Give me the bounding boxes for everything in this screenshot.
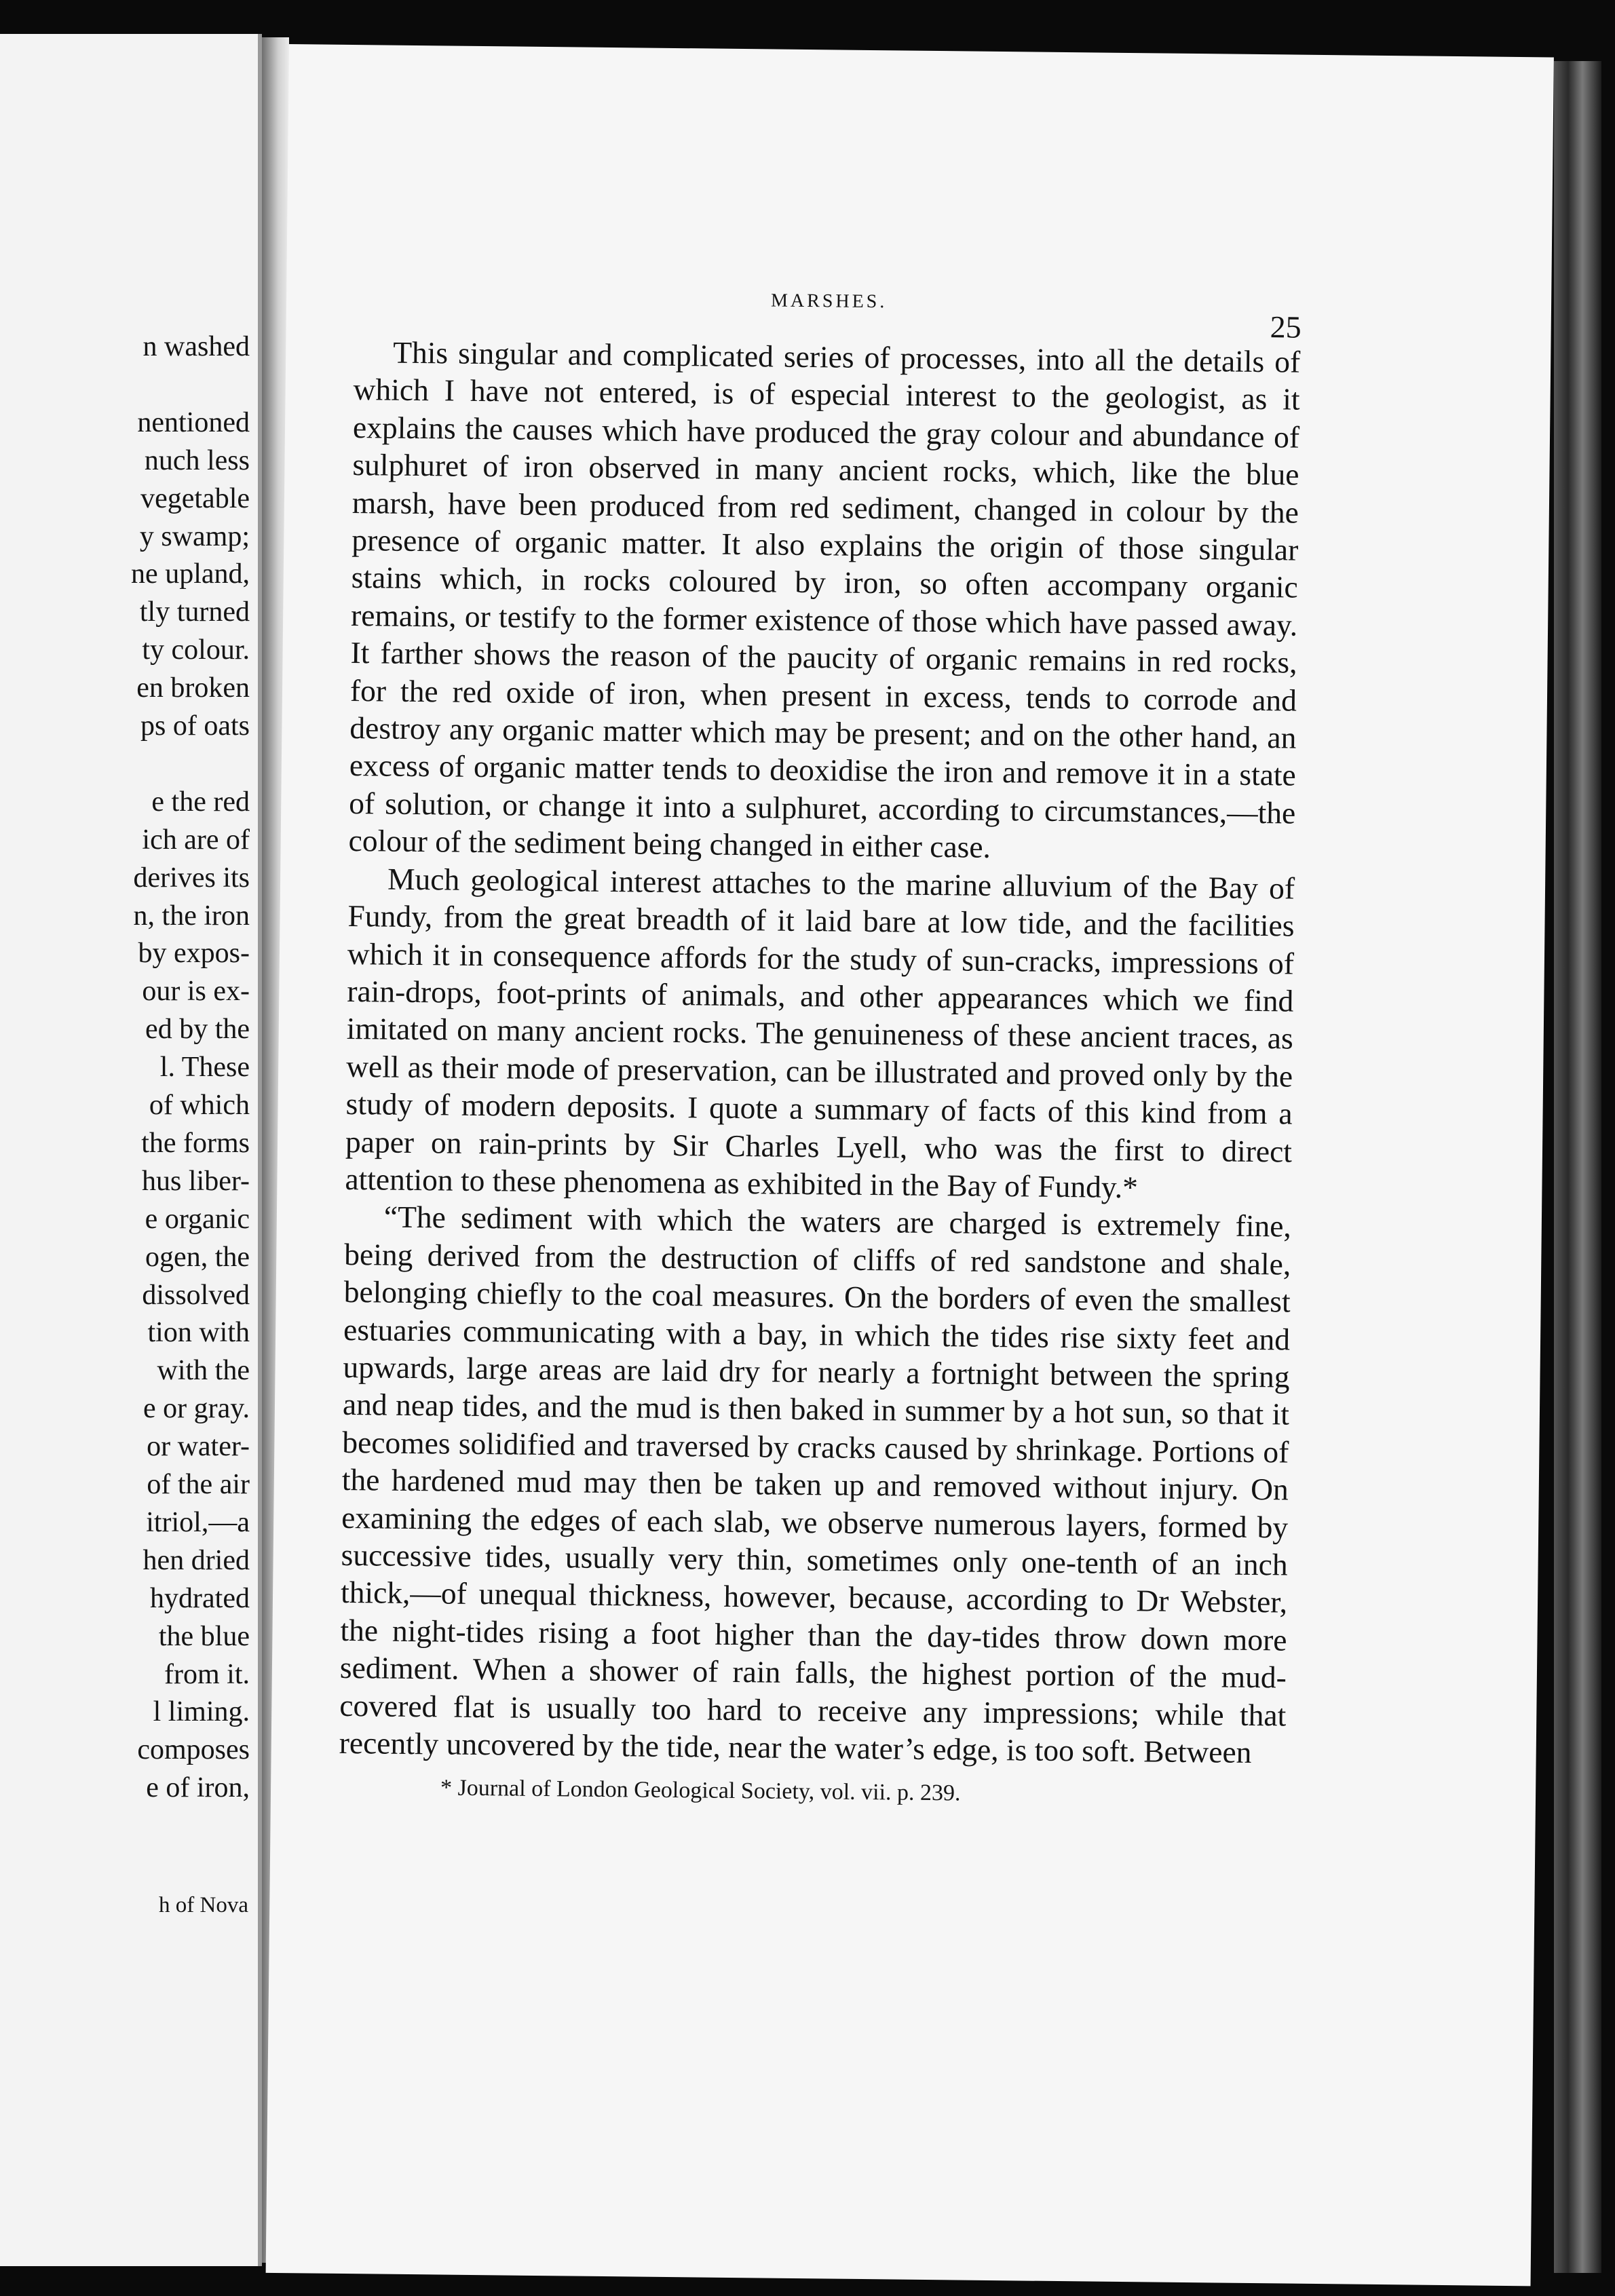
left-page-line: composes bbox=[137, 1734, 250, 1766]
left-page-line: itriol,—a bbox=[146, 1506, 250, 1538]
running-head: MARSHES. bbox=[770, 290, 888, 313]
left-page-line: hus liber- bbox=[142, 1165, 250, 1197]
left-page-line: from it. bbox=[164, 1658, 250, 1690]
right-page bbox=[266, 44, 1554, 2286]
left-page-line: l liming. bbox=[153, 1696, 250, 1728]
left-page-line: our is ex- bbox=[142, 976, 250, 1008]
left-page-line: ich are of bbox=[142, 824, 250, 856]
left-page-line: with the bbox=[157, 1355, 250, 1387]
left-page-line: tion with bbox=[147, 1317, 250, 1349]
left-page-line: ps of oats bbox=[140, 710, 250, 742]
left-page-line: hen dried bbox=[142, 1544, 250, 1576]
left-page-line: of the air bbox=[147, 1469, 250, 1500]
body-text bbox=[339, 333, 1301, 1811]
left-page-line: vegetable bbox=[140, 482, 250, 514]
left-page-line: or water- bbox=[147, 1431, 250, 1463]
left-page-line: tly turned bbox=[139, 596, 250, 628]
left-page-footnote: h of Nova bbox=[159, 1893, 248, 1917]
left-page-line: e of iron, bbox=[146, 1772, 250, 1804]
paragraph: Much geological interest attaches to the marine alluvium of the Bay of Fundy, from the great breadth of it laid bare at low tide, and the facilities which it in consequence affords for the study of sun-cracks, impressions of rain-drops, foot-prints of animals, and other appearances which we find imitated on many ancient rocks. The genuineness of these ancient traces, as well as their mode of preservation, can be illustrated and proved only by the study of modern deposits. I quote a summary of facts of this kind from a paper on rain-prints by Sir Charles Lyell, who was the first to direct attention to these phenomena as exhibited in the Bay of Fundy.* bbox=[345, 861, 1295, 1205]
left-page-line: l. These bbox=[159, 1052, 250, 1084]
left-page-line: ed by the bbox=[145, 1014, 250, 1046]
left-page-line: n washed bbox=[142, 331, 250, 362]
left-page-line: nuch less bbox=[144, 444, 250, 476]
left-page-line: nentioned bbox=[137, 406, 250, 438]
left-page-line: y swamp; bbox=[139, 520, 250, 552]
paragraph: “The sediment with which the waters are charged is extremely fine, being derived from the destruction of cliffs of red sandstone and shale, belonging chiefly to the coal measures. On the borders of even the smallest estuaries communicating with a bay, in which the tides rise sixty feet and upwards, large areas are laid dry for nearly a fortnight between the spring and neap tides, and the mud is then baked in summer by a hot sun, so that it becomes solidified and traversed by cracks caused by shrinkage. Portions of the hardened mud may then be taken up and removed without injury. On examining the edges of each slab, we observe numerous layers, formed by successive tides, usually very thin, sometimes only one-tenth of an inch thick,—of unequal thickness, however, because, according to Dr Webster, the night-tides rising a foot higher than the day-tides throw down more sediment. When a shower of rain falls, the highest portion of the mud-covered flat is usually too hard to receive any impressions; while that recently uncovered by the tide, near the water’s edge, is too soft. Between bbox=[339, 1199, 1292, 1770]
left-page-line: the forms bbox=[141, 1127, 250, 1159]
left-page-line: n, the iron bbox=[133, 900, 250, 932]
page-number: 25 bbox=[1270, 309, 1302, 345]
left-page-line: derives its bbox=[133, 862, 250, 894]
left-page-line: ogen, the bbox=[145, 1241, 250, 1273]
footnote: * Journal of London Geological Society, vol. vii. p. 239. bbox=[440, 1775, 961, 1806]
left-page-line: of which bbox=[149, 1090, 250, 1121]
left-page-line: e organic bbox=[145, 1203, 250, 1235]
paragraph: This singular and complicated series of processes, into all the details of which I have not entered, is of especial interest to the geologist, as it explains the causes which have produced the gray colour and abundance of sulphuret of iron observed in many ancient rocks, which, like the blue marsh, have been produced from red sediment, changed in colour by the presence of organic matter. It also explains the origin of those singular stains which, in rocks coloured by iron, so often accompany organic remains, or testify to the former existence of those which have passed away. It farther shows the reason of the paucity of organic remains in red rocks, for the red oxide of iron, when present in excess, tends to corrode and destroy any organic matter which may be present; and on the other hand, an excess of organic matter tends to deoxidise the iron and remove it in a state of solution, or change it into a sulphuret, according to circumstances,—the colour of the sediment being changed in either case. bbox=[348, 334, 1301, 865]
left-page-line: by expos- bbox=[138, 938, 250, 970]
left-page-line: en broken bbox=[136, 672, 250, 704]
left-page-fragment bbox=[0, 34, 262, 2266]
left-page-line: the blue bbox=[158, 1620, 250, 1652]
left-page-line: e the red bbox=[151, 786, 250, 818]
left-page-line: dissolved bbox=[142, 1279, 250, 1311]
left-page-line: hydrated bbox=[150, 1582, 250, 1614]
page-edges bbox=[1554, 61, 1601, 2273]
left-page-line: ty colour. bbox=[142, 634, 250, 666]
left-page-line: e or gray. bbox=[142, 1393, 250, 1425]
left-page-line: ne upland, bbox=[131, 558, 250, 590]
